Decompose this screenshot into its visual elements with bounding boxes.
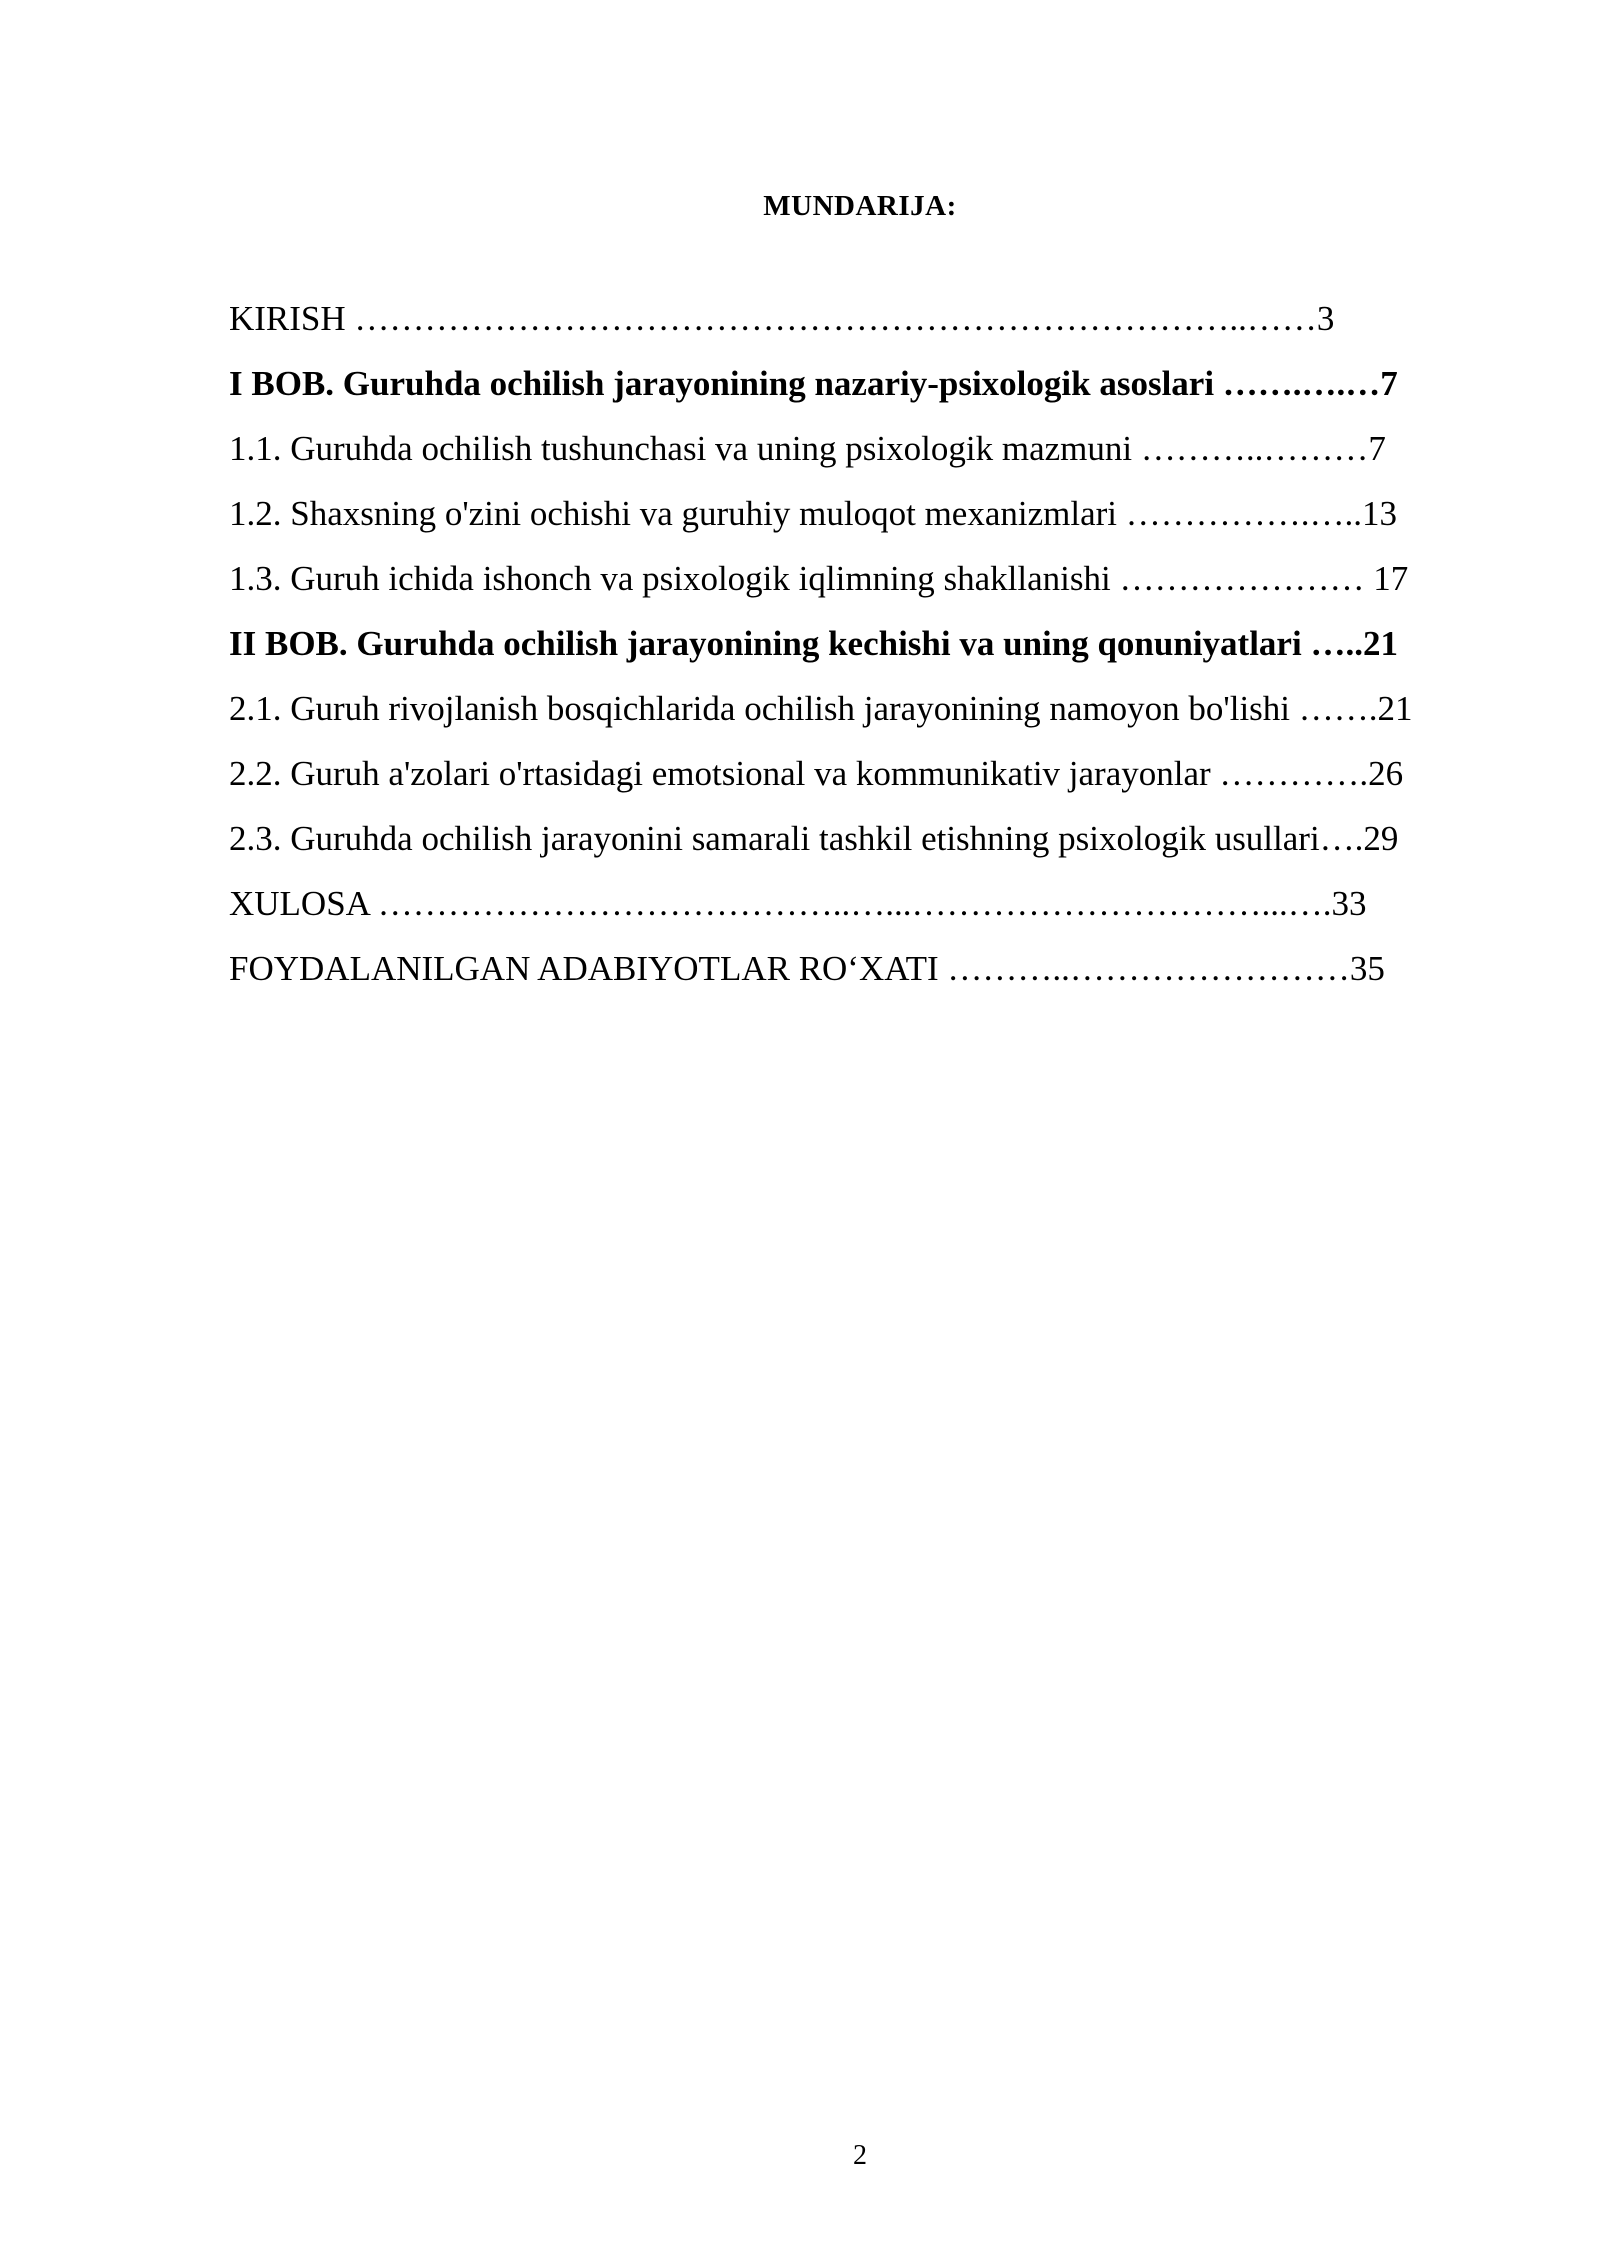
table-of-contents xyxy=(229,286,1488,1001)
toc-entry-2-3: 2.3. Guruhda ochilish jarayonini samarali tashkil etishning psixologik usullari….29 xyxy=(229,819,1399,858)
toc-entry-1-1: 1.1. Guruhda ochilish tushunchasi va uning psixologik mazmuni ………..………7 xyxy=(229,429,1386,468)
toc-entry-xulosa: XULOSA …………………………………..…...…………………………...….33 xyxy=(229,884,1367,923)
page-number: 2 xyxy=(853,2140,867,2171)
toc-entry-1-2: 1.2. Shaxsning o'zini ochishi va guruhiy muloqot mexanizmlari …………….…..13 xyxy=(229,494,1397,533)
toc-entry-2-2: 2.2. Guruh a'zolari o'rtasidagi emotsional va kommunikativ jarayonlar ………….26 xyxy=(229,754,1404,793)
toc-entry-chapter-2: II BOB. Guruhda ochilish jarayonining kechishi va uning qonuniyatlari …..21 xyxy=(229,624,1398,663)
toc-entry-kirish: KIRISH …………………………………………………………………..……3 xyxy=(229,299,1335,338)
toc-entry-chapter-1: I BOB. Guruhda ochilish jarayonining nazariy-psixologik asoslari …….….…7 xyxy=(229,364,1398,403)
toc-entry-2-1: 2.1. Guruh rivojlanish bosqichlarida ochilish jarayonining namoyon bo'lishi …….21 xyxy=(229,689,1413,728)
toc-entry-references: FOYDALANILGAN ADABIYOTLAR RO‘XATI ………..……………………35 xyxy=(229,949,1385,988)
toc-entry-1-3: 1.3. Guruh ichida ishonch va psixologik iqlimning shakllanishi ………………… 17 xyxy=(229,559,1409,598)
page-title: MUNDARIJA: xyxy=(763,190,957,222)
